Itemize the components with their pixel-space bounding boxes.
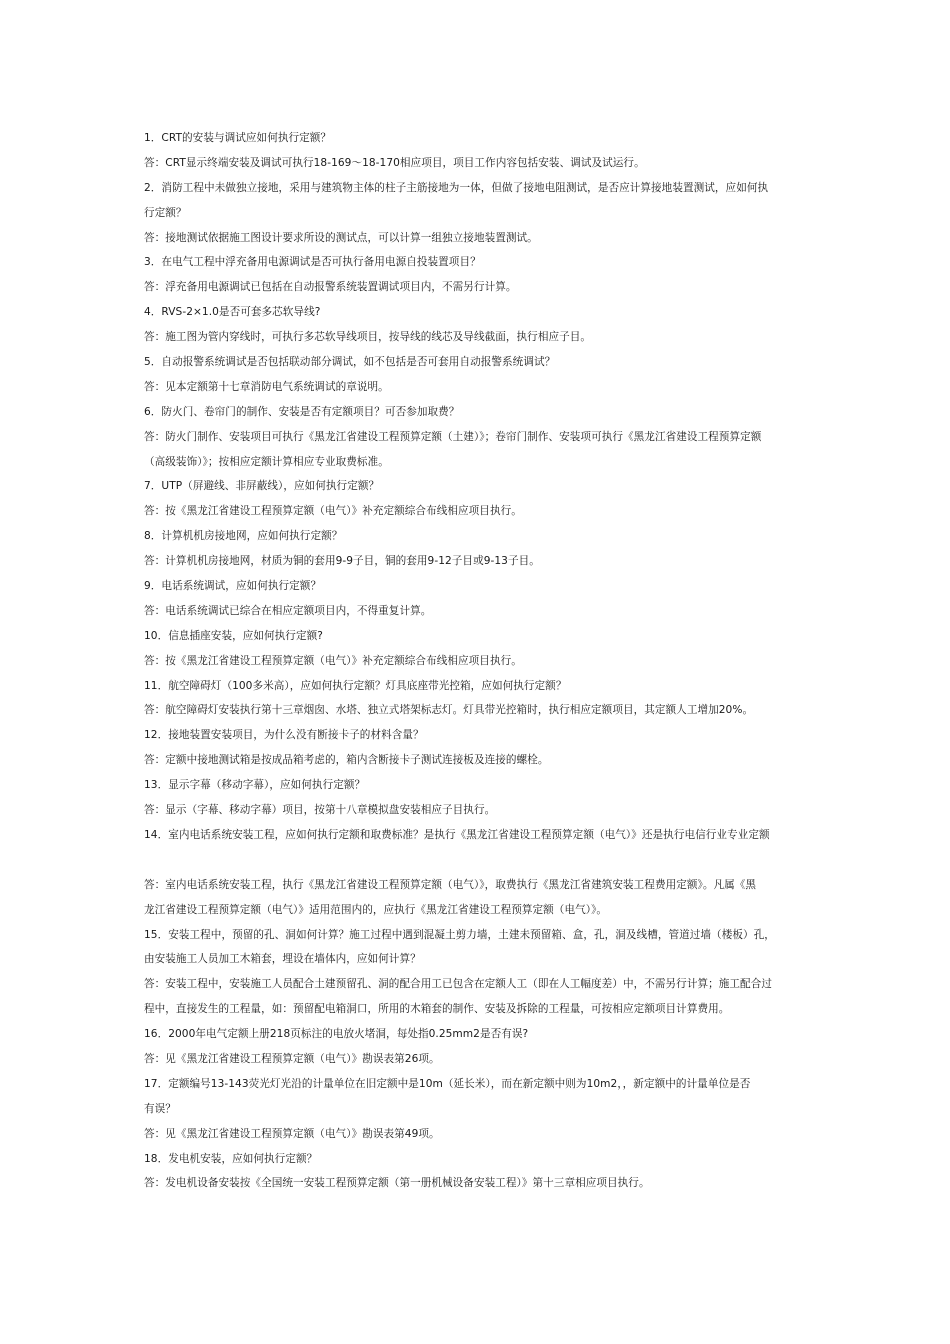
answer-3: 答：浮充备用电源调试已包括在自动报警系统装置调试项目内，不需另行计算。: [144, 281, 517, 294]
question-18: 18．发电机安装，应如何执行定额？: [144, 1152, 318, 1165]
answer-15: 答：安装工程中，安装施工人员配合土建预留孔、洞的配合用工已包含在定额人工（即在人工幅度差）中，不需另行计算；施工配合过: [144, 978, 772, 991]
answer-9: 答：电话系统调试已综合在相应定额项目内，不得重复计算。: [144, 604, 432, 617]
question-15: 15．安装工程中，预留的孔、洞如何计算？施工过程中遇到混凝土剪力墙，土建未预留箱、盒，孔，洞及线槽，管道过墙（楼板）孔，: [144, 928, 775, 941]
question-6: 6．防火门、卷帘门的制作、安装是否有定额项目？可否参加取费？: [144, 405, 460, 418]
answer-17: 答：见《黑龙江省建设工程预算定额（电气）》勘误表第49项。: [144, 1127, 440, 1140]
question-5: 5．自动报警系统调试是否包括联动部分调试，如不包括是否可套用自动报警系统调试？: [144, 356, 556, 369]
answer-15-cont: 程中，直接发生的工程量，如：预留配电箱洞口，所用的木箱套的制作、安装及拆除的工程量，可按相应定额项目计算费用。: [144, 1003, 730, 1016]
question-2-cont: 行定额？: [144, 206, 187, 219]
answer-16: 答：见《黑龙江省建设工程预算定额（电气）》勘误表第26项。: [144, 1052, 440, 1065]
answer-4: 答：施工图为管内穿线时，可执行多芯软导线项目，按导线的线芯及导线截面，执行相应子目。: [144, 331, 592, 344]
question-17-cont: 有误？: [144, 1102, 176, 1115]
answer-11: 答：航空障碍灯安装执行第十三章烟囱、水塔、独立式塔架标志灯。灯具带光控箱时，执行相应定额项目，其定额人工增加20%。: [144, 704, 754, 717]
answer-14: 答：室内电话系统安装工程，执行《黑龙江省建设工程预算定额（电气）》，取费执行《黑龙江省建筑安装工程费用定额》。凡属《黑: [144, 878, 757, 891]
blank-line: [144, 848, 812, 873]
answer-7: 答：按《黑龙江省建设工程预算定额（电气）》补充定额综合布线相应项目执行。: [144, 505, 522, 518]
answer-5: 答：见本定额第十七章消防电气系统调试的章说明。: [144, 380, 389, 393]
document-body: [144, 126, 812, 1196]
answer-18: 答：发电机设备安装按《全国统一安装工程预算定额（第一册机械设备安装工程）》第十三章相应项目执行。: [144, 1177, 650, 1190]
question-10: 10．信息插座安装，应如何执行定额?: [144, 629, 323, 642]
answer-6-cont: （高级装饰）》；按相应定额计算相应专业取费标准。: [144, 455, 389, 468]
question-1: 1．CRT的安装与调试应如何执行定额？: [144, 132, 332, 144]
answer-12: 答：定额中接地测试箱是按成品箱考虑的，箱内含断接卡子测试连接板及连接的螺栓。: [144, 754, 549, 767]
question-7: 7．UTP（屏避线、非屏蔽线），应如何执行定额？: [144, 480, 380, 493]
question-8: 8．计算机机房接地网，应如何执行定额？: [144, 530, 343, 543]
answer-8: 答：计算机机房接地网，材质为铜的套用9-9子目，铜的套用9-12子目或9-13子目。: [144, 555, 540, 568]
answer-2: 答：接地测试依据施工图设计要求所设的测试点，可以计算一组独立接地装置测试。: [144, 231, 538, 244]
answer-6: 答：防火门制作、安装项目可执行《黑龙江省建设工程预算定额（土建）》；卷帘门制作、安装项可执行《黑龙江省建设工程预算定额: [144, 430, 762, 443]
question-17: 17．定额编号13-143荧光灯光沿的计量单位在旧定额中是10m（延长米），而在新定额中则为10m2，，新定额中的计量单位是否: [144, 1077, 751, 1090]
question-13: 13．显示字幕（移动字幕），应如何执行定额？: [144, 779, 366, 792]
question-16: 16．2000年电气定额上册218页标注的电放火堵洞，每处指0.25mm2是否有误?: [144, 1028, 529, 1041]
question-2: 2．消防工程中未做独立接地，采用与建筑物主体的柱子主筋接地为一体，但做了接地电阻测试，是否应计算接地装置测试，应如何执: [144, 181, 769, 194]
question-4: 4．RVS-2×1.0是否可套多芯软导线?: [144, 306, 321, 319]
answer-10: 答：按《黑龙江省建设工程预算定额（电气）》补充定额综合布线相应项目执行。: [144, 654, 522, 667]
question-3: 3．在电气工程中浮充备用电源调试是否可执行备用电源自投装置项目？: [144, 256, 481, 269]
question-12: 12．接地装置安装项目，为什么没有断接卡子的材料含量？: [144, 729, 424, 742]
question-11: 11．航空障碍灯（100多米高），应如何执行定额？灯具底座带光控箱，应如何执行定额？: [144, 679, 567, 692]
question-15-cont: 由安装施工人员加工木箱套，埋设在墙体内，应如何计算？: [144, 953, 421, 966]
answer-1: 答：CRT显示终端安装及调试可执行18-169～18-170相应项目，项目工作内容包括安装、调试及试运行。: [144, 156, 645, 169]
question-14: 14．室内电话系统安装工程，应如何执行定额和取费标准？是执行《黑龙江省建设工程预算定额（电气）》还是执行电信行业专业定额: [144, 828, 770, 841]
answer-14-cont: 龙江省建设工程预算定额（电气）》适用范围内的，应执行《黑龙江省建设工程预算定额（电气）》。: [144, 903, 608, 916]
answer-13: 答：显示（字幕、移动字幕）项目，按第十八章模拟盘安装相应子目执行。: [144, 804, 496, 817]
question-9: 9．电话系统调试，应如何执行定额？: [144, 580, 322, 593]
